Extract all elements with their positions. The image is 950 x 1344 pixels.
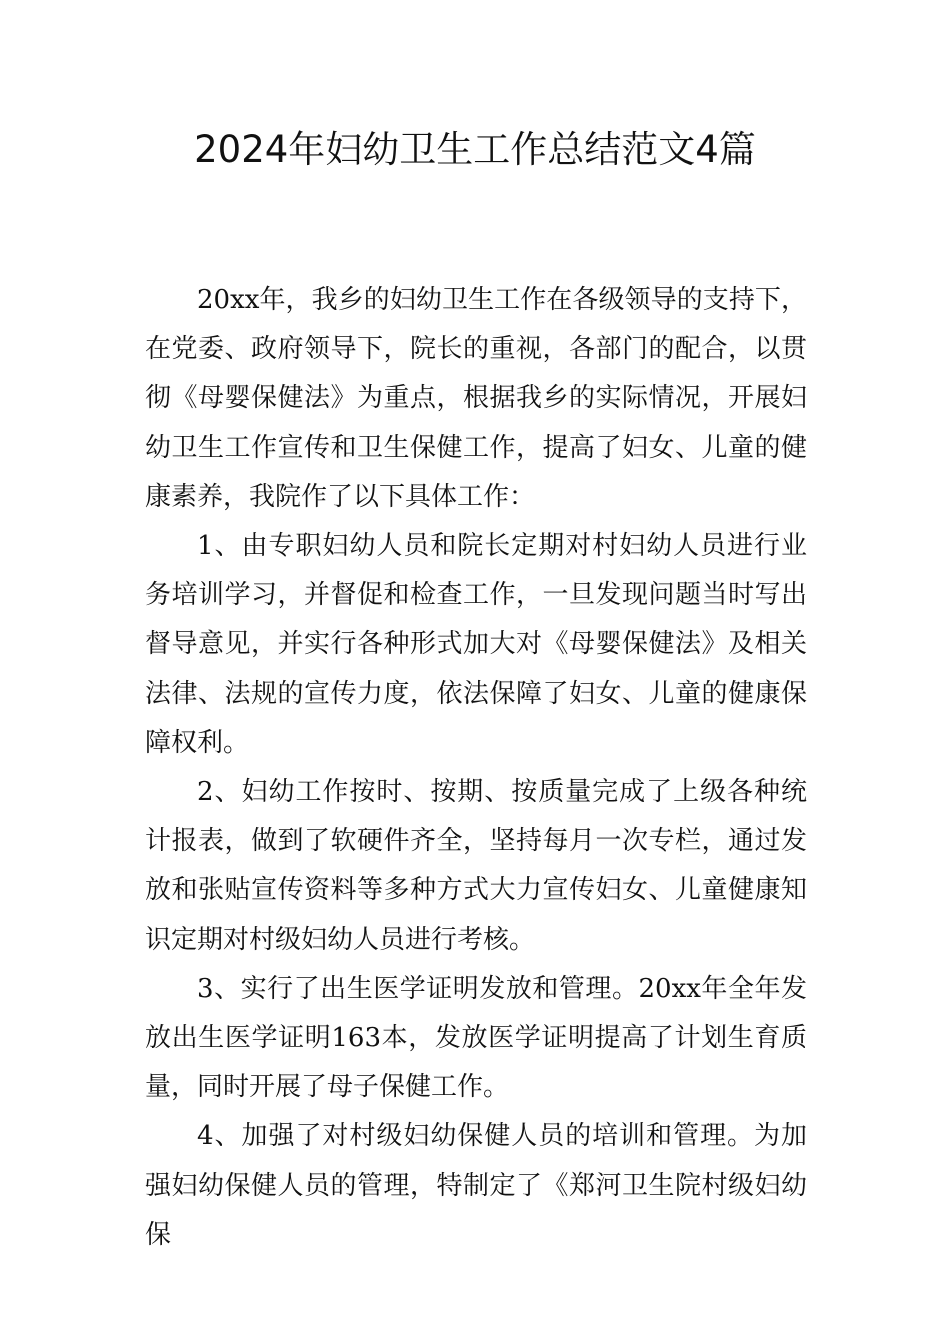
document-title: 2024年妇幼卫生工作总结范文4篇	[194, 128, 756, 171]
document-body	[145, 276, 807, 1260]
body-paragraph: 20xx年，我乡的妇幼卫生工作在各级领导的支持下，在党委、政府领导下，院长的重视，各部门的配合，以贯彻《母婴保健法》为重点，根据我乡的实际情况，开展妇幼卫生工作宣传和卫生保健工作，提高了妇女、儿童的健康素养，我院作了以下具体工作：	[145, 285, 807, 512]
body-paragraph: 1、由专职妇幼人员和院长定期对村妇幼人员进行业务培训学习，并督促和检查工作，一旦发现问题当时写出督导意见，并实行各种形式加大对《母婴保健法》及相关法律、法规的宣传力度，依法保障了妇女、儿童的健康保障权利。	[145, 531, 807, 758]
body-paragraph: 3、实行了出生医学证明发放和管理。20xx年全年发放出生医学证明163本，发放医学证明提高了计划生育质量，同时开展了母子保健工作。	[145, 973, 807, 1103]
body-paragraph: 4、加强了对村级妇幼保健人员的培训和管理。为加强妇幼保健人员的管理，特制定了《郑河卫生院村级妇幼保	[145, 1121, 807, 1250]
body-paragraph: 2、妇幼工作按时、按期、按质量完成了上级各种统计报表，做到了软硬件齐全，坚持每月一次专栏，通过发放和张贴宣传资料等多种方式大力宣传妇女、儿童健康知识定期对村级妇幼人员进行考核。	[145, 777, 807, 955]
